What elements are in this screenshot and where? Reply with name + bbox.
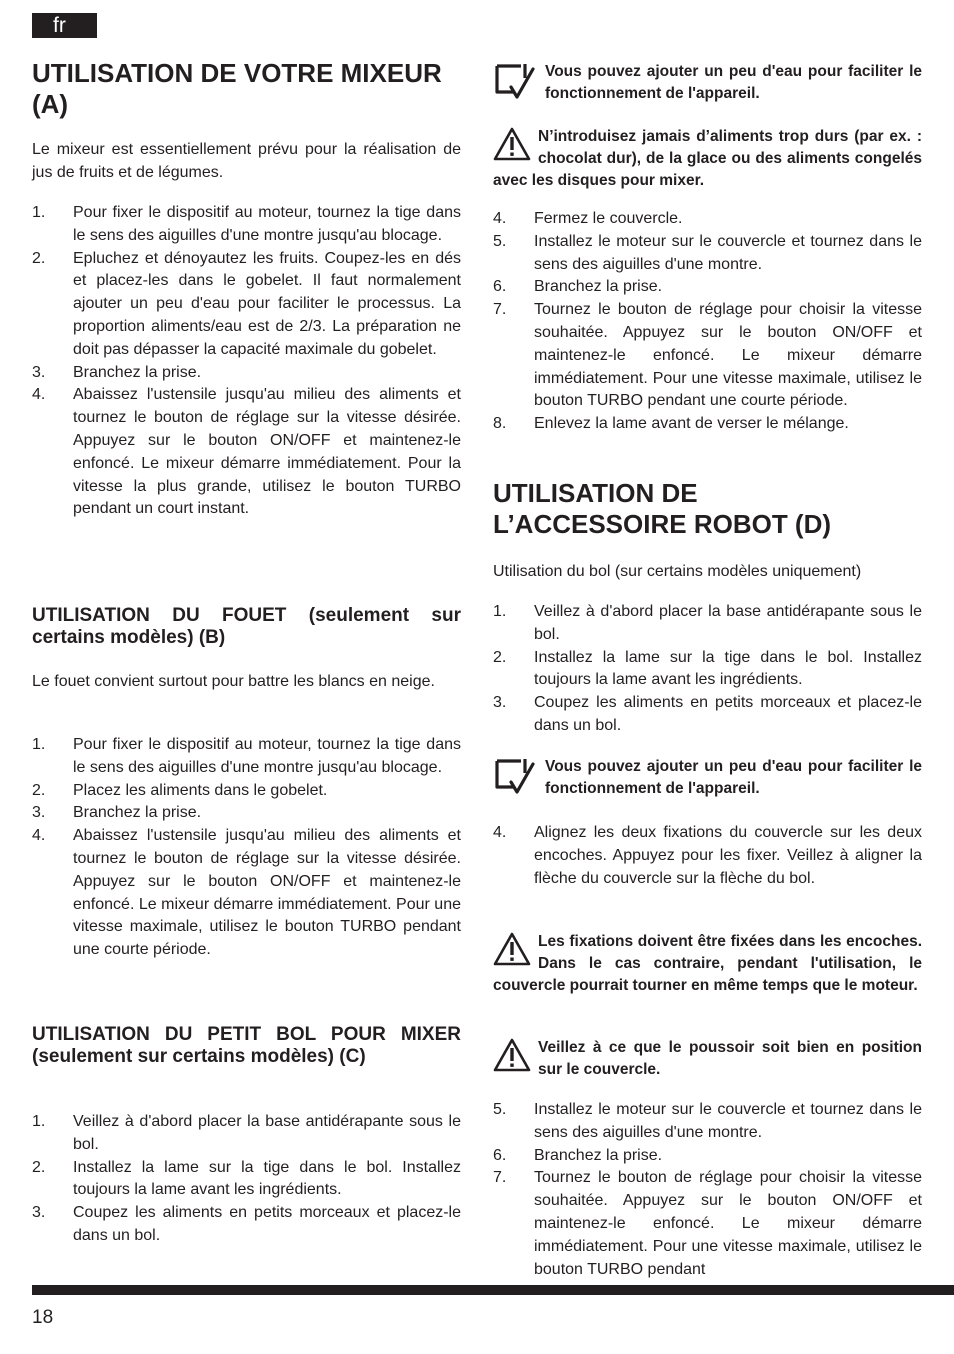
list-item bbox=[32, 384, 461, 521]
list-item-number: 8. bbox=[493, 415, 507, 433]
list-item-number: 5. bbox=[493, 1101, 507, 1118]
list-item bbox=[32, 362, 461, 385]
list-item-number: 6. bbox=[493, 1146, 507, 1164]
list-item bbox=[493, 413, 922, 436]
list-item-number: 6. bbox=[493, 278, 507, 296]
list-item bbox=[493, 692, 922, 738]
list-item bbox=[32, 1202, 461, 1248]
section-title-b: UTILISATION DU FOUET (seulement sur certains modèles) (B) bbox=[32, 605, 461, 648]
list-item-text: Veillez à d'abord placer la base antidérapante sous le bol. bbox=[73, 1113, 461, 1153]
list-item-number: 1. bbox=[493, 603, 507, 620]
list-item-number: 7. bbox=[493, 301, 507, 319]
steps-d-continued bbox=[493, 822, 922, 890]
warning-note-c bbox=[493, 126, 922, 192]
list-item-number: 2. bbox=[32, 249, 46, 267]
section-title-d: UTILISATION DE L’ACCESSOIRE ROBOT (D) bbox=[493, 478, 832, 539]
list-item-text: Alignez les deux fixations du couvercle sur les deux encoches. Appuyez pour les fixer. Veillez à aligner la flèche du couvercle sur la flèche du bol. bbox=[534, 824, 922, 887]
language-tab bbox=[32, 13, 97, 38]
list-item-number: 1. bbox=[32, 1113, 46, 1130]
list-item-text: Enlevez la lame avant de verser le mélange. bbox=[534, 415, 849, 433]
list-item-number: 4. bbox=[493, 824, 507, 841]
list-item-number: 4. bbox=[493, 210, 507, 227]
list-item bbox=[32, 202, 461, 248]
list-item-text: Abaissez l'ustensile jusqu'au milieu des aliments et tournez le bouton de réglage sur la vitesse désirée. Appuyez sur le bouton ON/OFF et maintenez-le enfoncé. Le mixeur démarre immédiatement. Pour la vitesse la plus grande, utilisez le bouton TURBO pendant un court instant. bbox=[73, 386, 461, 518]
warning-note-d1 bbox=[493, 931, 922, 997]
list-item bbox=[493, 299, 922, 413]
intro-a: Le mixeur est essentiellement prévu pour la réalisation de jus de fruits et de légumes. bbox=[32, 141, 461, 181]
list-item-text: Branchez la prise. bbox=[73, 804, 202, 822]
section-title-c: UTILISATION DU PETIT BOL POUR MIXER (seulement sur certains modèles) (C) bbox=[32, 1024, 461, 1067]
list-item-text: Pour fixer le dispositif au moteur, tournez la tige dans le sens des aiguilles d'une montre jusqu'au blocage. bbox=[73, 204, 461, 244]
list-item-number: 2. bbox=[493, 648, 507, 666]
warning-triangle-icon bbox=[493, 127, 531, 161]
list-item bbox=[32, 1157, 461, 1203]
page-number: 18 bbox=[32, 1307, 54, 1328]
tip-note-c bbox=[493, 61, 922, 105]
list-item bbox=[493, 1167, 922, 1281]
list-item-text: Fermez le couvercle. bbox=[534, 210, 683, 227]
warning-triangle-icon bbox=[493, 1038, 531, 1072]
list-item bbox=[493, 208, 922, 231]
list-item-number: 7. bbox=[493, 1169, 507, 1187]
list-item bbox=[493, 1145, 922, 1168]
language-code: fr bbox=[53, 14, 66, 37]
list-item-text: Tournez le bouton de réglage pour choisir la vitesse souhaitée. Appuyez sur le bouton ON/OFF et maintenez-le enfoncé. Le mixeur démarre immédiatement. Pour une vitesse maximale, utilisez le bouton TURBO pendant bbox=[534, 1169, 922, 1278]
list-item bbox=[493, 231, 922, 277]
list-item-text: Branchez la prise. bbox=[73, 363, 202, 381]
checkbox-check-icon bbox=[493, 60, 537, 100]
steps-d-final bbox=[493, 1099, 922, 1281]
list-item bbox=[493, 647, 922, 693]
list-item-number: 2. bbox=[32, 1158, 46, 1176]
list-item-number: 3. bbox=[32, 804, 46, 822]
list-item-number: 3. bbox=[32, 1204, 46, 1222]
warning-note-d2 bbox=[493, 1037, 922, 1081]
list-item-text: Placez les aliments dans le gobelet. bbox=[73, 781, 328, 799]
list-item bbox=[32, 1111, 461, 1157]
list-item bbox=[493, 1099, 922, 1145]
list-item-text: Branchez la prise. bbox=[534, 278, 663, 296]
section-title-a: UTILISATION DE VOTRE MIXEUR (A) bbox=[32, 58, 442, 119]
list-item bbox=[32, 248, 461, 362]
warning-text: Veillez à ce que le poussoir soit bien en position sur le couvercle. bbox=[538, 1039, 922, 1078]
footer-bar bbox=[32, 1285, 954, 1295]
warning-text: N’introduisez jamais d’aliments trop durs (par ex. : chocolat dur), de la glace ou des aliments congelés avec les disques pour mixer. bbox=[493, 128, 922, 189]
tip-note-d bbox=[493, 756, 922, 800]
list-item-text: Installez le moteur sur le couvercle et tournez dans le sens des aiguilles d'une montre. bbox=[534, 1101, 922, 1141]
list-item-text: Branchez la prise. bbox=[534, 1146, 663, 1164]
list-item-text: Coupez les aliments en petits morceaux et placez-le dans un bol. bbox=[73, 1204, 461, 1244]
list-item bbox=[493, 601, 922, 647]
list-item-number: 5. bbox=[493, 232, 507, 250]
list-item bbox=[493, 276, 922, 299]
list-item-number: 1. bbox=[32, 204, 46, 221]
list-item-number: 4. bbox=[32, 386, 46, 404]
list-item-text: Pour fixer le dispositif au moteur, tournez la tige dans le sens des aiguilles d'une montre jusqu'au blocage. bbox=[73, 736, 461, 776]
list-item bbox=[32, 825, 461, 962]
list-item bbox=[32, 780, 461, 803]
list-item-text: Coupez les aliments en petits morceaux et placez-le dans un bol. bbox=[534, 694, 922, 734]
checkbox-check-icon bbox=[493, 755, 537, 795]
warning-triangle-icon bbox=[493, 932, 531, 966]
list-item bbox=[32, 802, 461, 825]
list-item-text: Installez la lame sur la tige dans le bol. Installez toujours la lame avant les ingrédients. bbox=[534, 648, 922, 689]
intro-d: Utilisation du bol (sur certains modèles uniquement) bbox=[493, 563, 862, 580]
list-item bbox=[493, 822, 922, 890]
list-item-number: 1. bbox=[32, 736, 46, 753]
list-item-number: 3. bbox=[32, 363, 46, 381]
steps-c bbox=[32, 1111, 461, 1248]
tip-text: Vous pouvez ajouter un peu d'eau pour faciliter le fonctionnement de l'appareil. bbox=[545, 63, 922, 102]
intro-b: Le fouet convient surtout pour battre les blancs en neige. bbox=[32, 673, 435, 690]
list-item-number: 3. bbox=[493, 694, 507, 712]
list-item-text: Abaissez l'ustensile jusqu'au milieu des aliments et tournez le bouton de réglage sur la vitesse désirée. Appuyez sur le bouton ON/OFF et maintenez-le enfoncé. Le mixeur démarre immédiatement. Pour une vitesse maximale, utilisez le bouton TURBO pendant une courte période. bbox=[73, 827, 461, 959]
list-item-text: Installez la lame sur la tige dans le bol. Installez toujours la lame avant les ingrédients. bbox=[73, 1158, 461, 1199]
tip-text: Vous pouvez ajouter un peu d'eau pour faciliter le fonctionnement de l'appareil. bbox=[545, 758, 922, 797]
list-item-text: Veillez à d'abord placer la base antidérapante sous le bol. bbox=[534, 603, 922, 643]
list-item-text: Installez le moteur sur le couvercle et tournez dans le sens des aiguilles d'une montre. bbox=[534, 232, 922, 273]
list-item-text: Tournez le bouton de réglage pour choisir la vitesse souhaitée. Appuyez sur le bouton ON/OFF et maintenez-le enfoncé. Le mixeur démarre immédiatement. Pour une vitesse maximale, utilisez le bouton TURBO pendant une courte période. bbox=[534, 301, 922, 410]
steps-d bbox=[493, 601, 922, 738]
steps-c-continued bbox=[493, 208, 922, 436]
list-item-text: Epluchez et dénoyautez les fruits. Coupez-les en dés et placez-les dans le gobelet. Il faut normalement ajouter un peu d'eau pour faciliter le processus. La proportion aliments/eau est de 2/3. La préparation ne doit pas dépasser la capacité maximale du gobelet. bbox=[73, 249, 461, 358]
list-item-number: 2. bbox=[32, 781, 46, 799]
list-item-number: 4. bbox=[32, 827, 46, 845]
warning-text: Les fixations doivent être fixées dans les encoches. Dans le cas contraire, pendant l'utilisation, le couvercle pourrait tourner en même temps que le moteur. bbox=[493, 933, 922, 994]
steps-b bbox=[32, 734, 461, 962]
steps-a bbox=[32, 202, 461, 521]
list-item bbox=[32, 734, 461, 780]
